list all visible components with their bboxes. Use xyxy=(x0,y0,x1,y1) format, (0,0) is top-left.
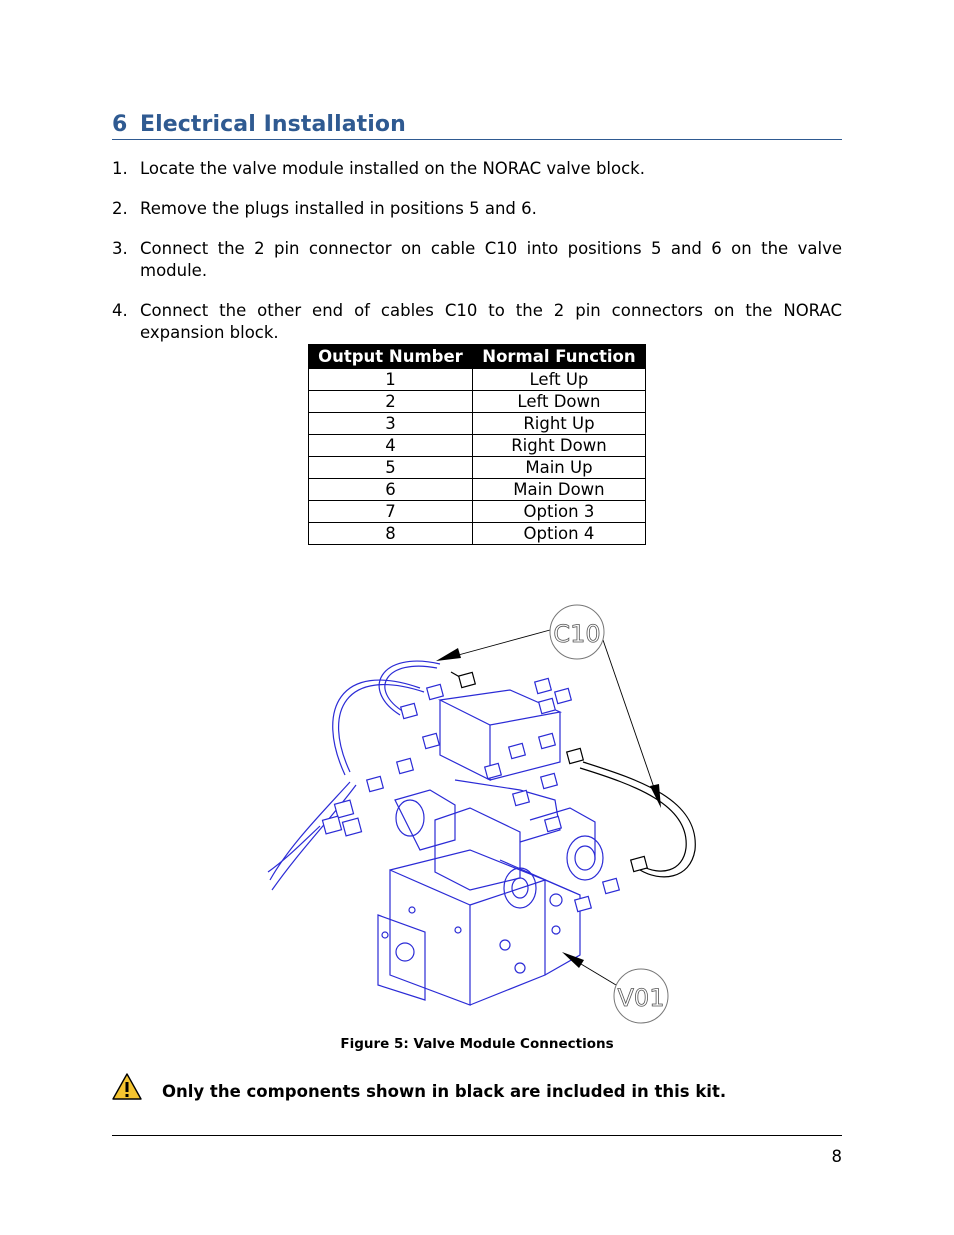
callout-v01-label: V01 xyxy=(617,984,665,1012)
step-text: Locate the valve module installed on the NORAC valve block. xyxy=(140,159,645,178)
output-number-cell: 8 xyxy=(309,523,473,545)
step-number: 3. xyxy=(112,239,128,258)
step-text: Connect the other end of cables C10 to the 2 pin connectors on the NORAC expansion block. xyxy=(140,301,842,342)
table-row xyxy=(309,523,646,545)
step-number: 2. xyxy=(112,199,128,218)
table-row xyxy=(309,413,646,435)
function-cell: Option 4 xyxy=(472,523,645,545)
output-number-cell: 2 xyxy=(309,391,473,413)
column-header-normal-function: Normal Function xyxy=(472,345,645,369)
function-cell: Main Up xyxy=(472,457,645,479)
table-row xyxy=(309,435,646,457)
footer-divider xyxy=(112,1135,842,1136)
blue-cables xyxy=(268,661,440,890)
table-row xyxy=(309,501,646,523)
list-item xyxy=(112,158,842,180)
function-cell: Right Down xyxy=(472,435,645,457)
table-row xyxy=(309,369,646,391)
callout-c10 xyxy=(550,605,604,659)
output-number-cell: 3 xyxy=(309,413,473,435)
table-row xyxy=(309,457,646,479)
section-title: Electrical Installation xyxy=(140,112,406,137)
list-item xyxy=(112,300,842,344)
step-number: 4. xyxy=(112,301,128,320)
section-number: 6 xyxy=(112,112,128,137)
valve-module-diagram xyxy=(262,596,702,1028)
function-cell: Left Up xyxy=(472,369,645,391)
function-cell: Option 3 xyxy=(472,501,645,523)
output-number-cell: 6 xyxy=(309,479,473,501)
table-row xyxy=(309,479,646,501)
step-text: Remove the plugs installed in positions 5 and 6. xyxy=(140,199,537,218)
list-item xyxy=(112,198,842,220)
table-header-row xyxy=(309,345,646,369)
table-row xyxy=(309,391,646,413)
list-item xyxy=(112,238,842,282)
function-cell: Main Down xyxy=(472,479,645,501)
warning-text: Only the components shown in black are included in this kit. xyxy=(162,1082,727,1101)
step-number: 1. xyxy=(112,159,128,178)
figure-caption: Figure 5: Valve Module Connections xyxy=(340,1036,614,1052)
instruction-list xyxy=(112,158,842,362)
output-number-cell: 7 xyxy=(309,501,473,523)
column-header-output-number: Output Number xyxy=(309,345,473,369)
callout-c10-label: C10 xyxy=(553,620,601,648)
output-function-table xyxy=(308,344,646,545)
output-number-cell: 1 xyxy=(309,369,473,391)
section-heading xyxy=(112,112,842,140)
step-text: Connect the 2 pin connector on cable C10 into positions 5 and 6 on the valve module. xyxy=(140,239,842,280)
function-cell: Right Up xyxy=(472,413,645,435)
callout-v01 xyxy=(614,969,668,1023)
page-number: 8 xyxy=(831,1147,842,1166)
warning-icon xyxy=(112,1073,142,1101)
output-number-cell: 5 xyxy=(309,457,473,479)
function-cell: Left Down xyxy=(472,391,645,413)
output-number-cell: 4 xyxy=(309,435,473,457)
